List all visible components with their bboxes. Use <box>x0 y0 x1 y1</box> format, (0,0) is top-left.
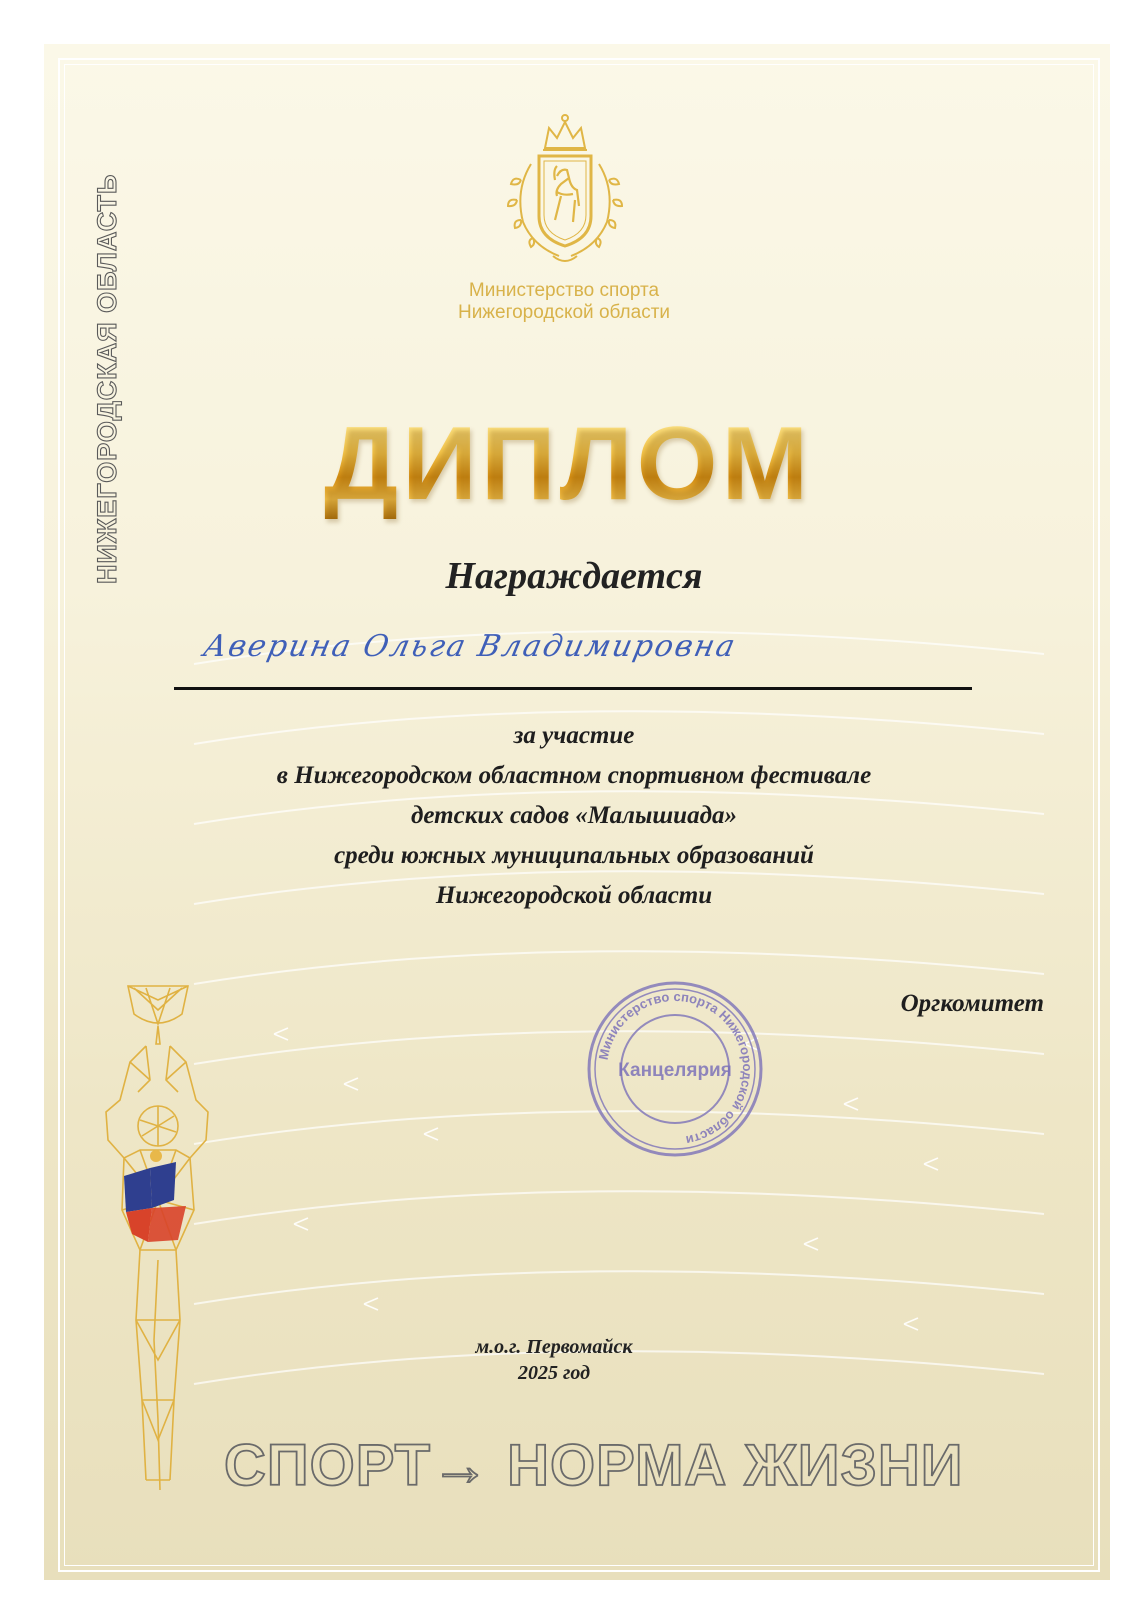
diploma-title: ДИПЛОМ <box>324 406 813 522</box>
description-line: в Нижегородском областном спортивном фестивале <box>276 762 872 789</box>
ministry-line-1: Министерство спорта <box>468 280 660 301</box>
official-stamp <box>580 974 770 1164</box>
place-label: м.о.г. Первомайск <box>475 1336 633 1358</box>
organizer-label: Оргкомитет <box>900 990 1044 1017</box>
description-line: среди южных муниципальных образований <box>334 842 814 869</box>
motto-banner: СПОРТ→ НОРМА ЖИЗНИ <box>224 1433 964 1498</box>
description-line: детских садов «Малышиада» <box>411 802 737 829</box>
coat-of-arms-icon <box>497 110 633 270</box>
stamp-center-text: Канцелярия <box>618 1060 732 1081</box>
name-underline <box>174 687 972 690</box>
awarded-label: Награждается <box>445 555 703 597</box>
description-line: за участие <box>513 722 635 749</box>
stamp-ring-text: Министерство спорта Нижегородской области <box>595 988 756 1149</box>
trophy-athlete-icon <box>90 980 220 1500</box>
award-description <box>184 716 964 916</box>
side-region-title: НИЖЕГОРОДСКАЯ ОБЛАСТЬ <box>92 173 122 584</box>
diploma-sheet <box>44 44 1110 1580</box>
recipient-name: Аверина Ольга Владимировна <box>200 629 740 664</box>
ministry-line-2: Нижегородской области <box>457 302 671 323</box>
ministry-name <box>344 280 784 324</box>
year-label: 2025 год <box>517 1362 591 1384</box>
description-line: Нижегородской области <box>435 882 713 909</box>
place-and-year <box>404 1334 704 1386</box>
